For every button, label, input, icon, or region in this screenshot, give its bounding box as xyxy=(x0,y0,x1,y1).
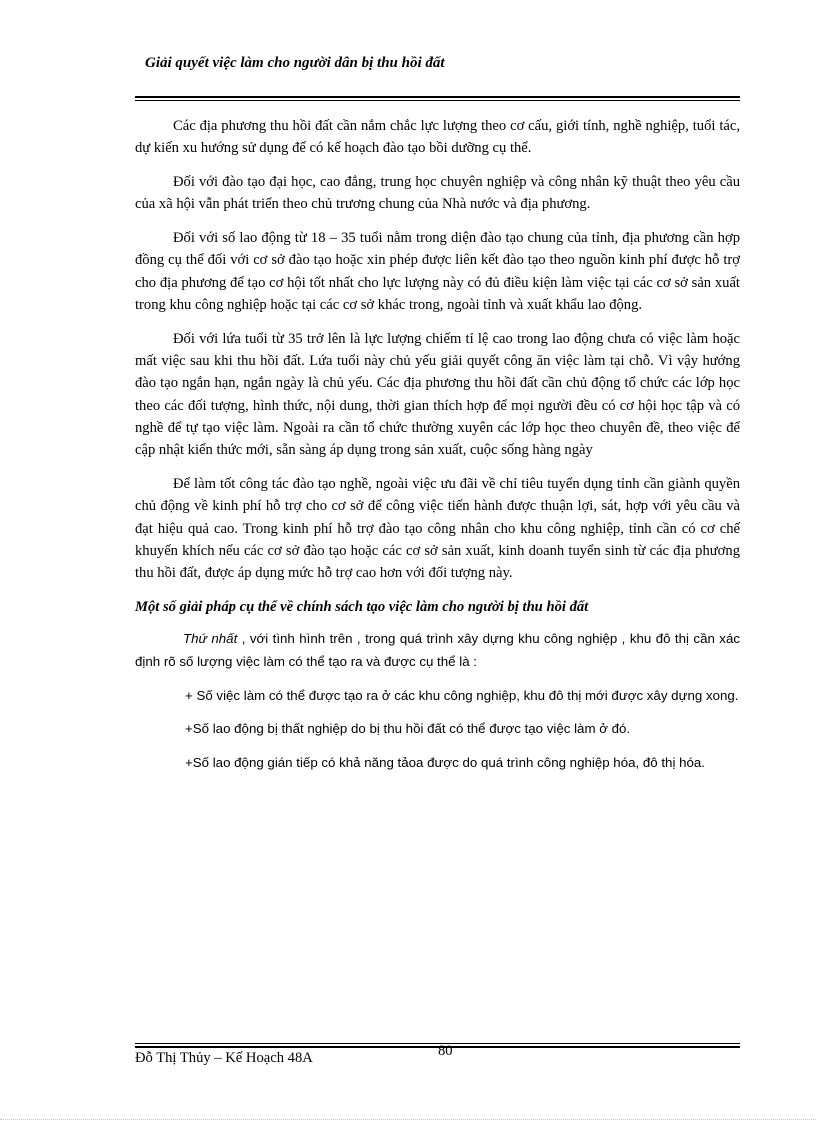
paragraph-5: Để làm tốt công tác đào tạo nghề, ngoài việc ưu đãi về chỉ tiêu tuyển dụng tỉnh cần giành quyền chủ động về kinh phí hỗ trợ cho cơ sở để công việc tiến hành được thuận lợi, sát, hợp với yêu cầu và đạt hiệu quả cao. Trong kinh phí hỗ trợ đào tạo công nhân cho khu công nghiệp, tỉnh cần có cơ chế khuyến khích nếu các cơ sở đào tạo hoặc các cơ sở sản xuất, kinh doanh tuyển sinh từ các địa phương thu hồi đất, được áp dụng mức hỗ trợ cao hơn với đối tượng này. xyxy=(135,476,740,582)
paragraph-6 xyxy=(135,628,740,673)
page-edge-dotted-line xyxy=(0,1119,816,1120)
running-header-title: Giải quyết việc làm cho người dân bị thu hồi đất xyxy=(145,55,445,71)
paragraph-6-lead: Thứ nhất xyxy=(183,631,238,647)
paragraph-6-rest: , với tình hình trên , trong quá trình xây dựng khu công nghiệp , khu đô thị cần xác định rõ số lượng việc làm có thể tạo ra và được cụ thể là : xyxy=(135,631,740,669)
body-text xyxy=(135,115,740,786)
paragraph-4: Đối với lứa tuổi từ 35 trở lên là lực lượng chiếm tỉ lệ cao trong lao động chưa có việc làm hoặc mất việc sau khi thu hồi đất. Lứa tuổi này chủ yếu giải quyết công ăn việc làm tại chỗ. Vì vậy hướng đào tạo ngắn hạn, ngắn ngày là chủ yếu. Các địa phương thu hồi đất cần chủ động tổ chức các lớp học theo các đối tượng, hình thức, nội dung, thời gian thích hợp để mọi người đều có cơ hội học tập và có nghề để tự tạo việc làm. Ngoài ra cần tổ chức thường xuyên các lớp học theo chuyên đề, theo việc để cập nhật kiến thức mới, sẵn sàng áp dụng trong sản xuất, cuộc sống hàng ngày xyxy=(135,330,740,459)
paragraph-2: Đối với đào tạo đại học, cao đẳng, trung học chuyên nghiệp và công nhân kỹ thuật theo yêu cầu của xã hội vẫn phát triển theo chủ trương chung của Nhà nước và địa phương. xyxy=(135,174,740,213)
paragraph-3: Đối với số lao động từ 18 – 35 tuổi nằm trong diện đào tạo chung của tỉnh, địa phương cần hợp đồng cụ thể đối với cơ sở đào tạo hoặc xin phép được liên kết đào tạo theo nguồn kinh phí được hỗ trợ cho địa phương để tạo cơ hội tốt nhất cho lực lượng này có đủ điều kiện làm việc tại các cơ sở sản xuất trong khu công nghiệp hoặc tại các cơ sở khác trong, ngoài tỉnh và xuất khẩu lao động. xyxy=(135,230,740,314)
list-item-2: +Số lao động bị thất nghiệp do bị thu hồi đất có thể được tạo việc làm ở đó. xyxy=(185,721,631,737)
section-heading: Một số giải pháp cụ thể về chính sách tạo việc làm cho người bị thu hồi đất xyxy=(135,599,589,616)
list-item-1: + Số việc làm có thể được tạo ra ở các khu công nghiệp, khu đô thị mới được xây dựng xong. xyxy=(185,687,739,703)
list-item-3: +Số lao động gián tiếp có khả năng tảoa được do quá trình công nghiệp hóa, đô thị hóa. xyxy=(185,755,705,771)
paragraph-1: Các địa phương thu hồi đất cần nắm chắc lực lượng theo cơ cấu, giới tính, nghề nghiệp, tuổi tác, dự kiến xu hướng sử dụng để có kế hoạch đào tạo bồi dưỡng cụ thể. xyxy=(135,118,740,157)
header-rule-bottom xyxy=(135,100,740,101)
header-rule-top xyxy=(135,96,740,98)
page-number: 80 xyxy=(438,1043,453,1059)
footer-author: Đỗ Thị Thủy – Kế Hoạch 48A xyxy=(135,1050,313,1066)
